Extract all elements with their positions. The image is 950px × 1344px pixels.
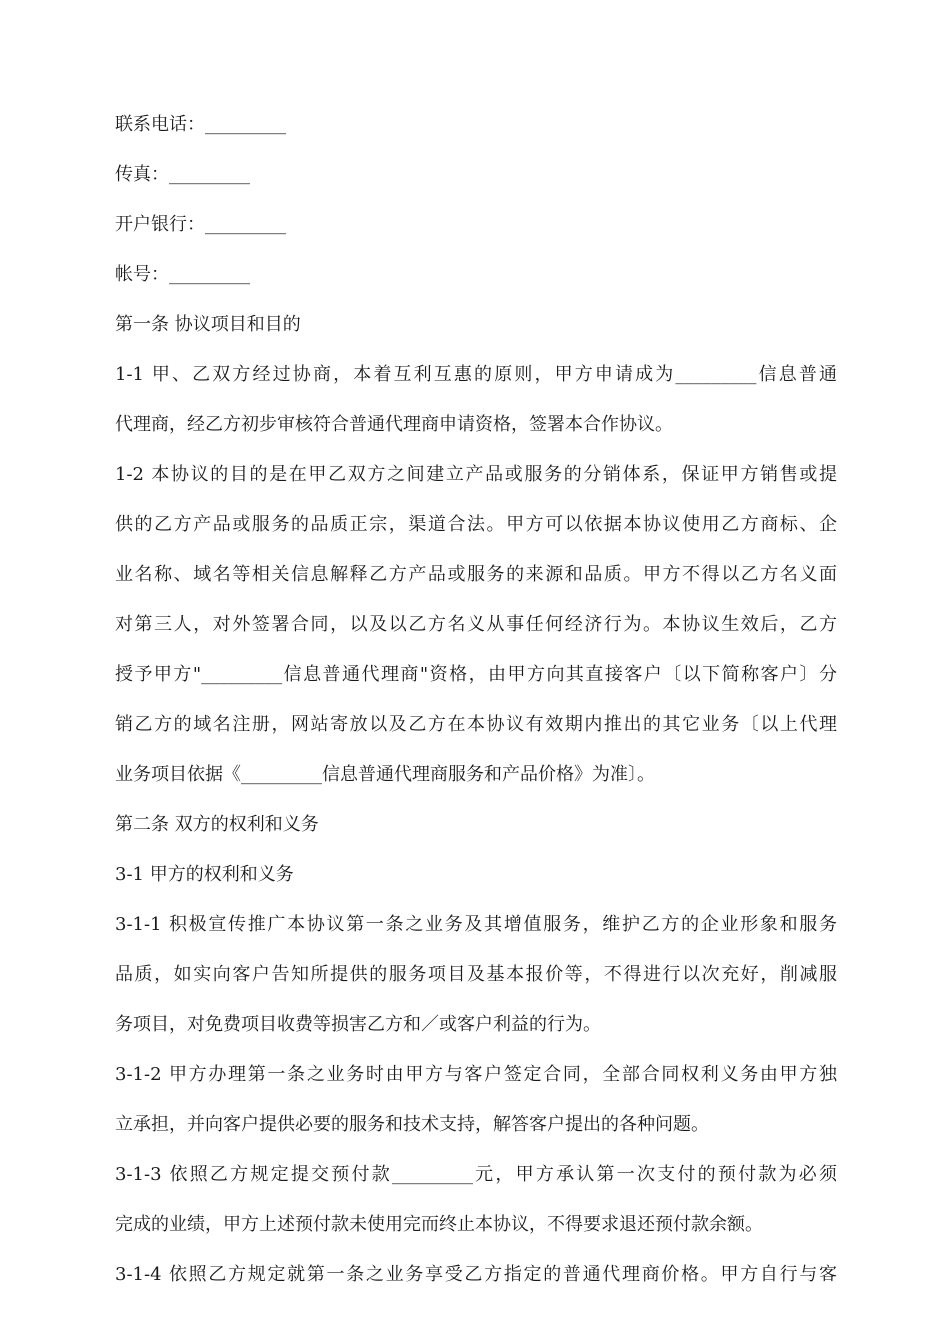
- clause-3-1-2-line-2: 立承担，并向客户提供必要的服务和技术支持，解答客户提出的各种问题。: [115, 1114, 709, 1135]
- clause-1-2-line-1: 1-2 本协议的目的是在甲乙双方之间建立产品或服务的分销体系，保证甲方销售或提: [115, 464, 837, 485]
- clause-1-2-line-5: 授予甲方"_________信息普通代理商"资格，由甲方向其直接客户〔以下简称客户〕分: [115, 664, 837, 685]
- clause-1-1-line-2: 代理商，经乙方初步审核符合普通代理商申请资格，签署本合作协议。: [115, 414, 673, 435]
- clause-3-1-3-line-2: 完成的业绩，甲方上述预付款未使用完而终止本协议，不得要求退还预付款余额。: [115, 1214, 763, 1235]
- bank-line: 开户银行：_________: [115, 214, 286, 235]
- article-1-heading: 第一条 协议项目和目的: [115, 314, 301, 335]
- account-line: 帐号：_________: [115, 264, 250, 285]
- clause-3-1-2-line-1: 3-1-2 甲方办理第一条之业务时由甲方与客户签定合同，全部合同权利义务由甲方独: [115, 1064, 837, 1085]
- clause-1-2-line-4: 对第三人，对外签署合同，以及以乙方名义从事任何经济行为。本协议生效后，乙方: [115, 614, 837, 635]
- fax-line: 传真：_________: [115, 164, 250, 185]
- clause-3-1-1-line-2: 品质，如实向客户告知所提供的服务项目及基本报价等，不得进行以次充好，削减服: [115, 964, 837, 985]
- clause-3-1-3-line-1: 3-1-3 依照乙方规定提交预付款_________元，甲方承认第一次支付的预付款为必须: [115, 1164, 837, 1185]
- clause-1-2-line-6: 销乙方的域名注册，网站寄放以及乙方在本协议有效期内推出的其它业务〔以上代理: [115, 714, 837, 735]
- clause-3-1-1-line-3: 务项目，对免费项目收费等损害乙方和／或客户利益的行为。: [115, 1014, 601, 1035]
- clause-3-1-heading: 3-1 甲方的权利和义务: [115, 864, 294, 885]
- clause-1-1-line-1: 1-1 甲、乙双方经过协商，本着互利互惠的原则，甲方申请成为_________信息普通: [115, 364, 837, 385]
- clause-1-2-line-3: 业名称、域名等相关信息解释乙方产品或服务的来源和品质。甲方不得以乙方名义面: [115, 564, 837, 585]
- clause-1-2-line-7: 业务项目依据《_________信息普通代理商服务和产品价格》为准〕。: [115, 764, 655, 785]
- document-page: [115, 100, 837, 1300]
- clause-1-2-line-2: 供的乙方产品或服务的品质正宗，渠道合法。甲方可以依据本协议使用乙方商标、企: [115, 514, 837, 535]
- contact-phone-line: 联系电话：_________: [115, 114, 286, 135]
- article-2-heading: 第二条 双方的权利和义务: [115, 814, 319, 835]
- clause-3-1-4-line-1: 3-1-4 依照乙方规定就第一条之业务享受乙方指定的普通代理商价格。甲方自行与客: [115, 1264, 837, 1285]
- clause-3-1-1-line-1: 3-1-1 积极宣传推广本协议第一条之业务及其增值服务，维护乙方的企业形象和服务: [115, 914, 837, 935]
